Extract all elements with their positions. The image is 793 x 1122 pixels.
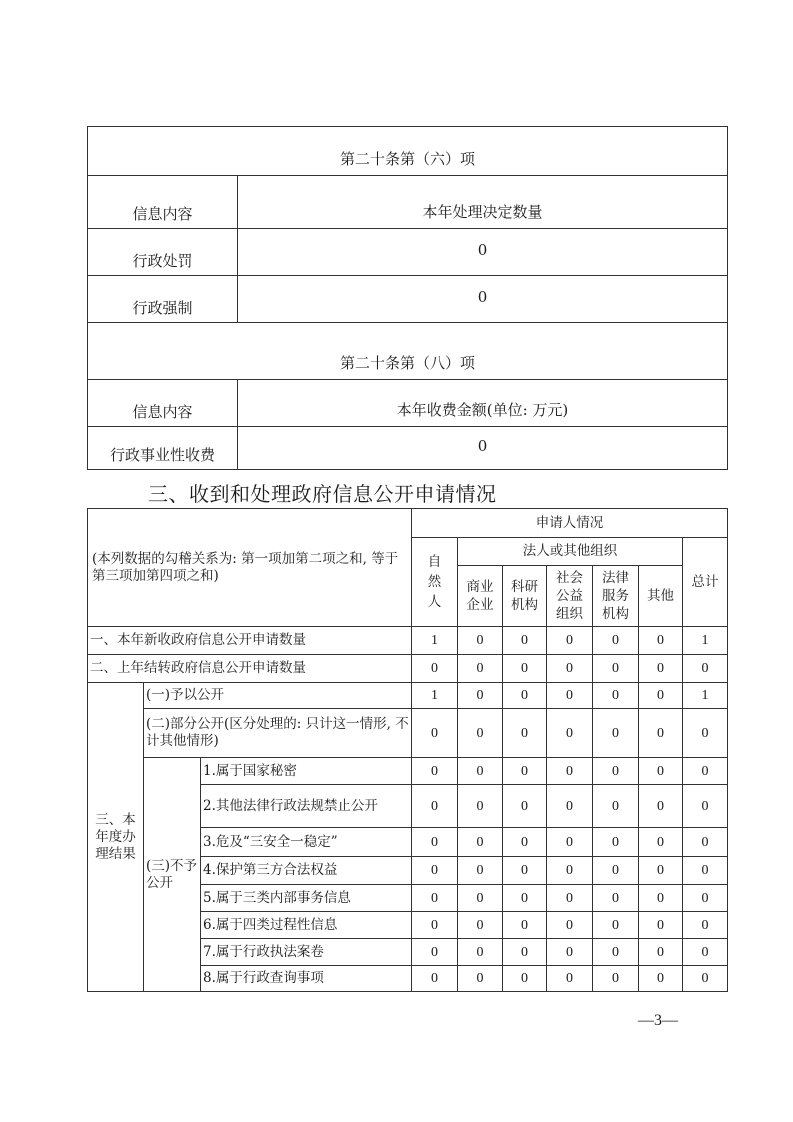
result-group-label: 三、本年度办理结果 [88,683,144,992]
value-cell: 0 [547,785,593,828]
table-note: (本列数据的勾稽关系为: 第一项加第二项之和, 等于第三项加第四项之和) [88,509,412,627]
table-row [88,709,728,758]
row-label: 1.属于国家秘密 [201,758,412,785]
value-cell: 0 [503,857,547,885]
total-header: 总计 [683,538,728,627]
section6-header-right: 本年处理决定数量 [238,176,728,229]
value-cell: 0 [639,655,683,683]
value-cell: 0 [683,966,728,992]
value-cell: 0 [547,758,593,785]
natural-person-header: 自然人 [412,538,458,627]
value-cell: 0 [683,758,728,785]
value-cell: 0 [593,857,639,885]
row-label: 2.其他法律行政法规禁止公开 [201,785,412,828]
value-cell: 0 [547,655,593,683]
org-header: 法人或其他组织 [458,538,683,566]
value-cell: 0 [503,709,547,758]
table-row [88,627,728,655]
value-cell: 0 [503,655,547,683]
value-cell: 0 [412,828,458,857]
value-cell: 0 [458,939,503,966]
table-row [88,683,728,709]
value-cell: 0 [593,785,639,828]
value-cell: 0 [503,828,547,857]
section8-header-left: 信息内容 [88,380,238,427]
value-cell: 0 [547,828,593,857]
row-label: 7.属于行政执法案卷 [201,939,412,966]
value-cell: 0 [547,939,593,966]
value-cell: 0 [458,758,503,785]
value-cell: 0 [683,857,728,885]
table-row [88,655,728,683]
value-cell: 0 [458,966,503,992]
value-cell: 0 [547,627,593,655]
value-cell: 0 [639,758,683,785]
table-row [88,758,728,785]
fees-and-decisions-table [87,126,728,470]
value-cell: 0 [412,709,458,758]
value-cell: 0 [412,939,458,966]
applicant-header: 申请人情况 [412,509,728,538]
org-column-header: 其他 [639,566,683,627]
row-value: 0 [238,427,728,470]
value-cell: 0 [458,857,503,885]
value-cell: 0 [593,966,639,992]
section6-header-left: 信息内容 [88,176,238,229]
value-cell: 0 [458,655,503,683]
value-cell: 0 [412,885,458,912]
section6-title: 第二十条第（六）项 [88,127,728,176]
value-cell: 0 [683,785,728,828]
value-cell: 0 [503,785,547,828]
value-cell: 0 [593,655,639,683]
value-cell: 0 [547,966,593,992]
value-cell: 0 [593,828,639,857]
value-cell: 0 [503,885,547,912]
value-cell: 0 [593,885,639,912]
value-cell: 0 [547,683,593,709]
value-cell: 0 [639,627,683,655]
section8-header-right: 本年收费金额(单位: 万元) [238,380,728,427]
row-label: 二、上年结转政府信息公开申请数量 [88,655,412,683]
value-cell: 0 [503,939,547,966]
row-label: 行政处罚 [88,229,238,276]
value-cell: 0 [547,857,593,885]
value-cell: 0 [458,709,503,758]
value-cell: 0 [683,655,728,683]
value-cell: 0 [683,912,728,939]
row-label: 行政事业性收费 [88,427,238,470]
value-cell: 0 [593,627,639,655]
value-cell: 0 [503,758,547,785]
value-cell: 1 [683,683,728,709]
value-cell: 0 [639,966,683,992]
value-cell: 1 [412,627,458,655]
value-cell: 0 [683,885,728,912]
value-cell: 0 [683,828,728,857]
value-cell: 0 [593,709,639,758]
value-cell: 0 [503,966,547,992]
value-cell: 0 [593,939,639,966]
value-cell: 0 [458,828,503,857]
value-cell: 0 [412,912,458,939]
row-label: 行政强制 [88,276,238,323]
row-label: 4.保护第三方合法权益 [201,857,412,885]
org-column-header: 商业企业 [458,566,503,627]
row-label: 一、本年新收政府信息公开申请数量 [88,627,412,655]
value-cell: 0 [503,912,547,939]
row-value: 0 [238,229,728,276]
value-cell: 1 [683,627,728,655]
value-cell: 0 [639,857,683,885]
value-cell: 0 [503,627,547,655]
row-label: 3.危及“三安全一稳定” [201,828,412,857]
org-column-header: 科研机构 [503,566,547,627]
value-cell: 0 [458,627,503,655]
value-cell: 0 [547,709,593,758]
page-number: —3— [638,1012,678,1029]
value-cell: 1 [412,683,458,709]
value-cell: 0 [639,885,683,912]
org-column-header: 社会公益组织 [547,566,593,627]
value-cell: 0 [412,857,458,885]
row-value: 0 [238,276,728,323]
value-cell: 0 [639,939,683,966]
value-cell: 0 [639,709,683,758]
value-cell: 0 [412,785,458,828]
value-cell: 0 [639,828,683,857]
row-label: (二)部分公开(区分处理的: 只计这一情形, 不计其他情形) [144,709,412,758]
section-heading: 三、收到和处理政府信息公开申请情况 [148,482,497,506]
not-public-label: (三)不予公开 [144,758,201,992]
org-column-header: 法律服务机构 [593,566,639,627]
value-cell: 0 [639,912,683,939]
value-cell: 0 [412,966,458,992]
value-cell: 0 [593,683,639,709]
row-label: 8.属于行政查询事项 [201,966,412,992]
value-cell: 0 [639,683,683,709]
value-cell: 0 [412,655,458,683]
value-cell: 0 [593,912,639,939]
value-cell: 0 [683,939,728,966]
applications-table [87,508,728,992]
value-cell: 0 [593,758,639,785]
row-label: 5.属于三类内部事务信息 [201,885,412,912]
value-cell: 0 [503,683,547,709]
value-cell: 0 [412,758,458,785]
value-cell: 0 [458,885,503,912]
value-cell: 0 [458,785,503,828]
value-cell: 0 [547,885,593,912]
value-cell: 0 [458,912,503,939]
row-label: 6.属于四类过程性信息 [201,912,412,939]
row-label: (一)予以公开 [144,683,412,709]
value-cell: 0 [639,785,683,828]
value-cell: 0 [683,709,728,758]
value-cell: 0 [458,683,503,709]
section8-title: 第二十条第（八）项 [88,323,728,380]
value-cell: 0 [547,912,593,939]
